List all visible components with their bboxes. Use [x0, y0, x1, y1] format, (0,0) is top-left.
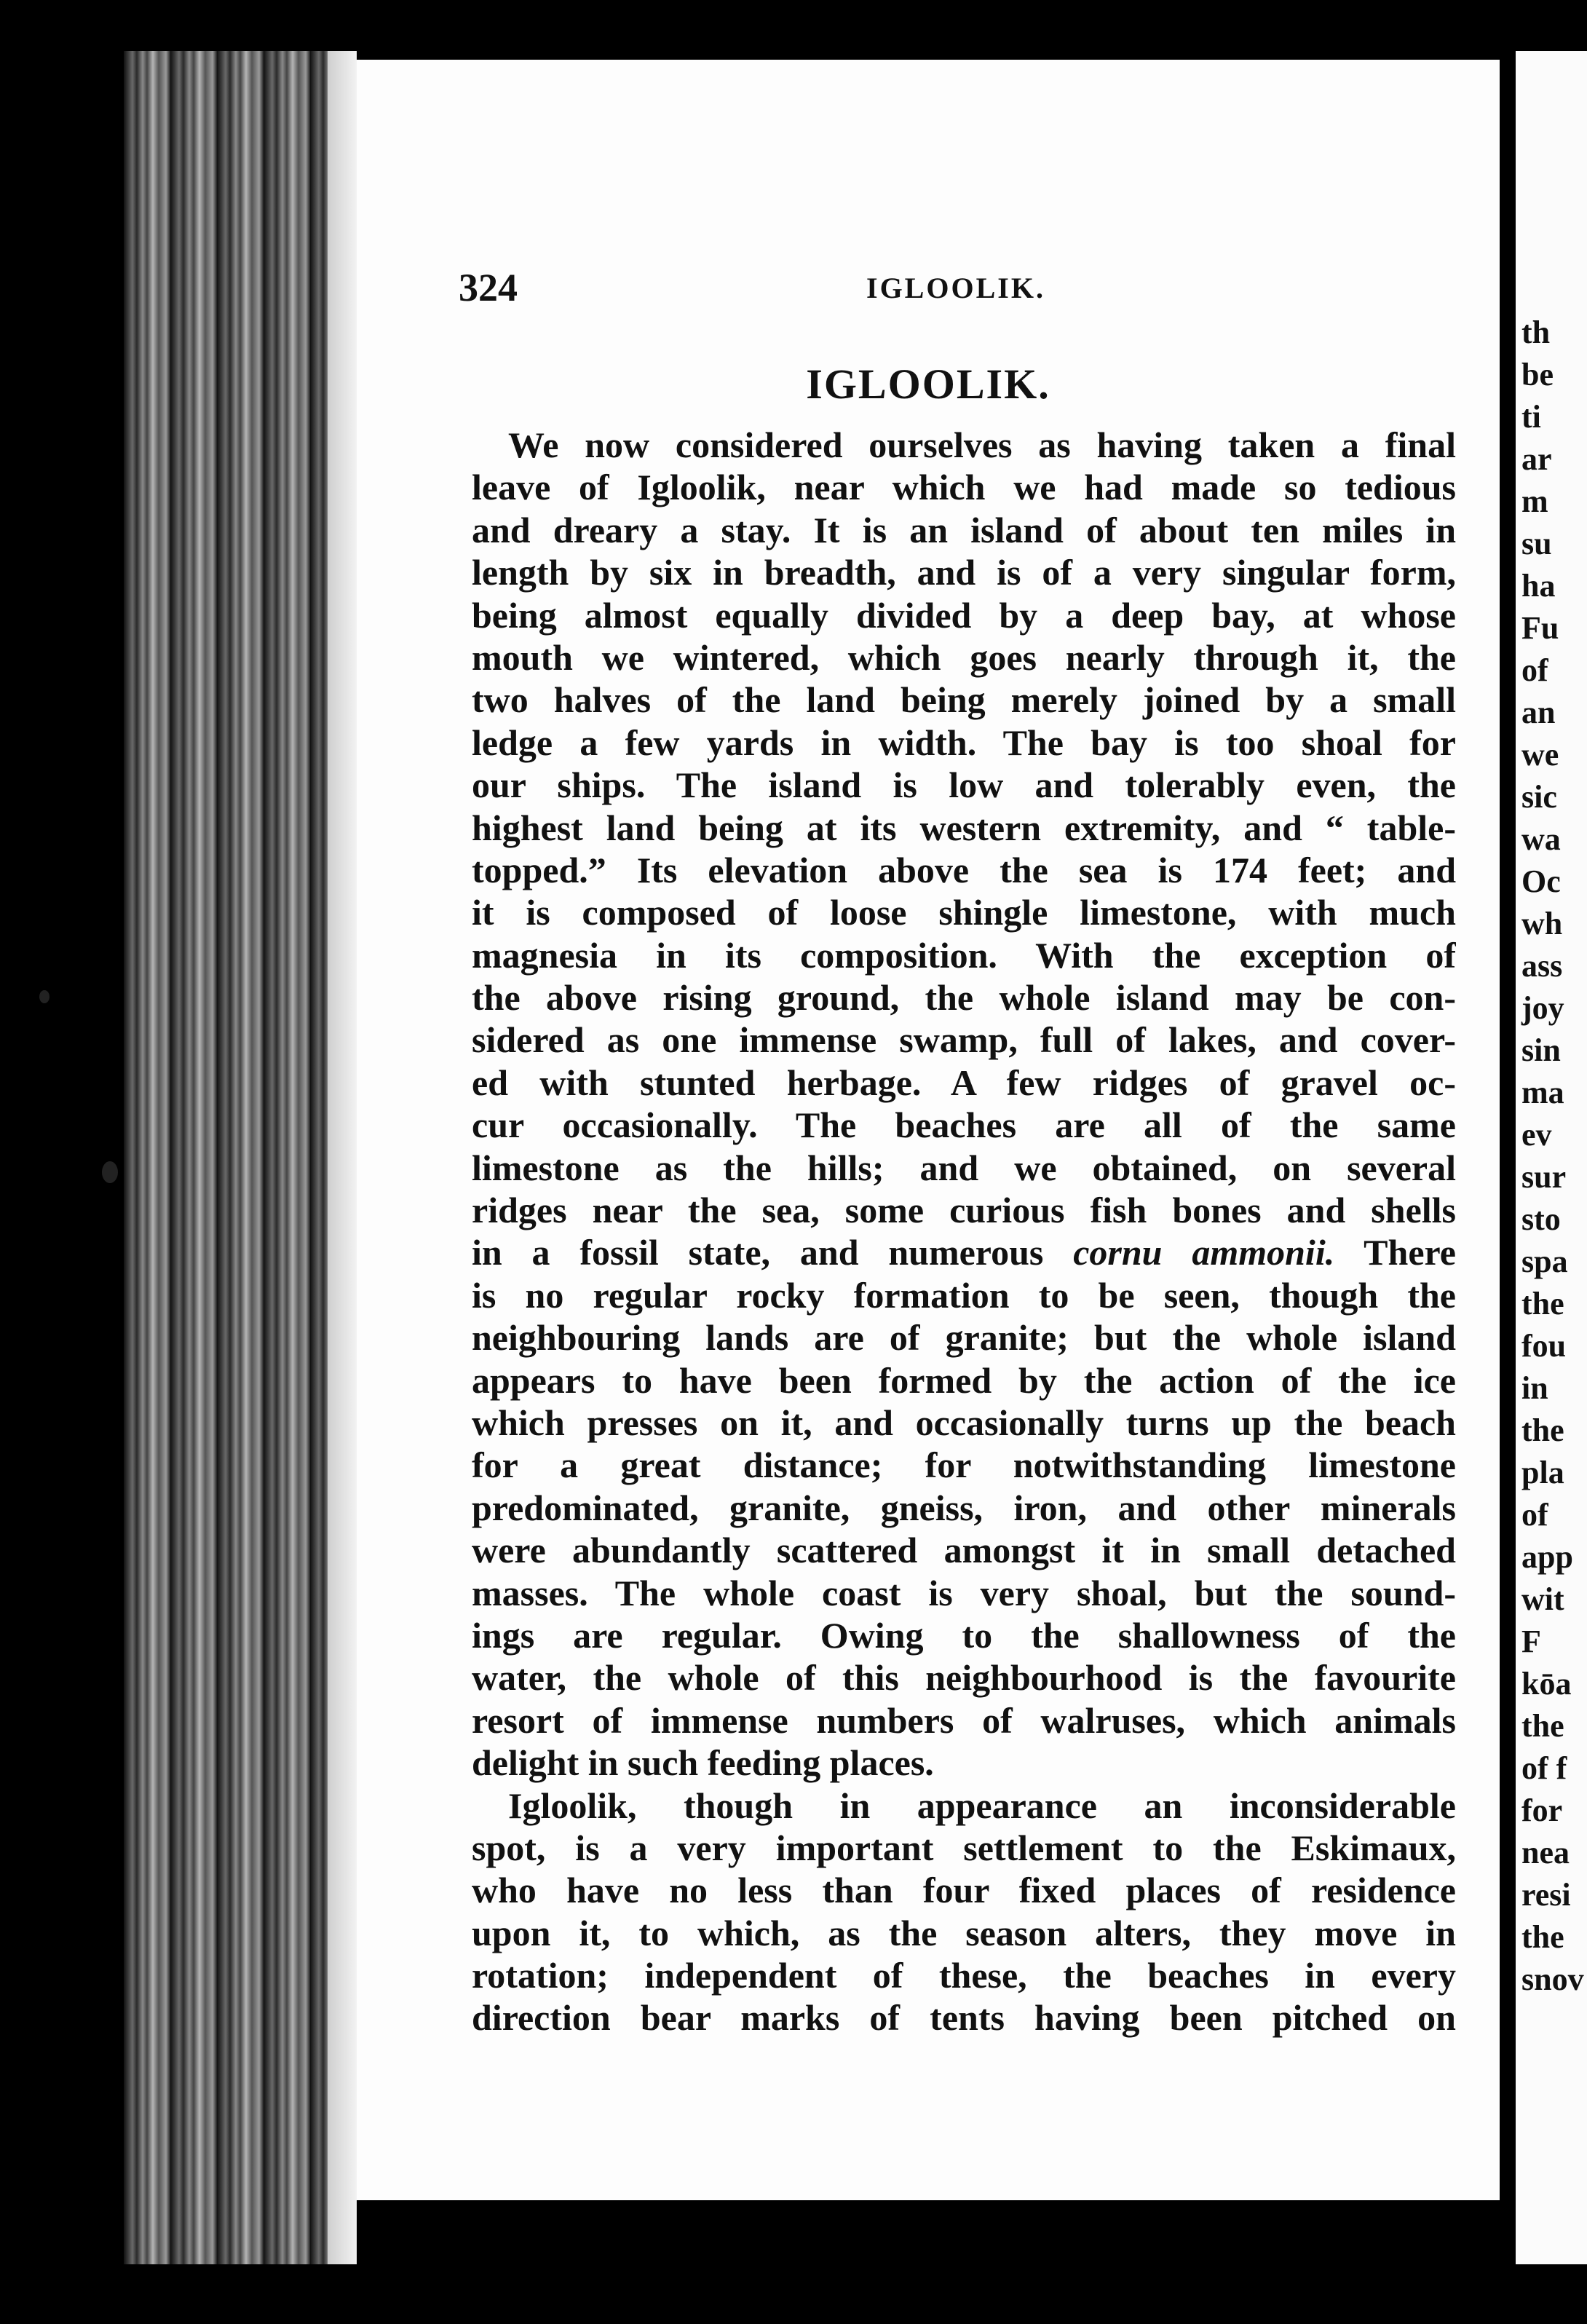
text-line: spot, is a very important settlement to the Eskimaux, [472, 1827, 1456, 1868]
next-page-fragment: sur [1521, 1159, 1567, 1195]
text-line: ridges near the sea, some curious fish bones and shells [472, 1190, 1456, 1231]
next-page-fragment: of [1521, 1497, 1548, 1533]
next-page-fragment: ti [1521, 399, 1541, 435]
text-line: length by six in breadth, and is of a very singular form, [472, 552, 1456, 593]
next-page-fragment: pla [1521, 1455, 1564, 1490]
text-line: leave of Igloolik, near which we had made so tedious [472, 467, 1456, 508]
next-page-fragment: nea [1521, 1835, 1570, 1870]
book-page-edges [124, 51, 357, 2264]
next-page-fragment: wh [1521, 906, 1563, 941]
text-line: cur occasionally. The beaches are all of the same [472, 1104, 1456, 1146]
text-line: which presses on it, and occasionally turns up the beach [472, 1402, 1456, 1443]
text-line: ed with stunted herbage. A few ridges of gravel oc- [472, 1062, 1456, 1103]
scan-speck [102, 1161, 118, 1183]
text-line: predominated, granite, gneiss, iron, and other minerals [472, 1487, 1456, 1528]
next-page-fragment: wa [1521, 821, 1561, 857]
next-page-fragment: ar [1521, 441, 1552, 477]
next-page-fragment: Fu [1521, 610, 1559, 646]
next-page-fragment: ma [1521, 1075, 1564, 1110]
text-line: direction bear marks of tents having been pitched on [472, 1997, 1456, 2039]
next-page-fragment: the [1521, 1708, 1564, 1744]
text-line: ledge a few yards in width. The bay is too shoal for [472, 722, 1456, 763]
next-page-fragment: the [1521, 1412, 1564, 1448]
text-line: is no regular rocky formation to be seen, though the [472, 1274, 1456, 1316]
text-line: were abundantly scattered amongst it in small detached [472, 1530, 1456, 1571]
next-page-fragment: sic [1521, 779, 1557, 815]
next-page-fragment: sto [1521, 1201, 1561, 1237]
chapter-title: IGLOOLIK. [806, 360, 1050, 408]
next-page-fragment: an [1521, 695, 1556, 730]
text-line: who have no less than four fixed places of residence [472, 1870, 1456, 1911]
text-line: limestone as the hills; and we obtained, on several [472, 1147, 1456, 1188]
next-page-fragment: the [1521, 1286, 1564, 1321]
next-page-fragment: kōa [1521, 1666, 1572, 1702]
next-page-fragment: joy [1521, 990, 1564, 1026]
text-line: We now considered ourselves as having taken a final [508, 424, 1456, 465]
next-page-fragment: be [1521, 357, 1554, 392]
next-page-fragment: ha [1521, 568, 1556, 604]
next-page-fragment: spa [1521, 1244, 1568, 1279]
text-line: neighbouring lands are of granite; but the whole island [472, 1317, 1456, 1359]
text-line: upon it, to which, as the season alters, they move in [472, 1912, 1456, 1953]
text-line: our ships. The island is low and tolerably even, the [472, 764, 1456, 806]
text-line: highest land being at its western extremity, and “ table- [472, 807, 1456, 848]
text-line-with-italic [472, 1231, 1456, 1273]
next-page-fragment: of [1521, 652, 1548, 688]
text-segment: There [1364, 1232, 1456, 1273]
next-page-fragment: for [1521, 1793, 1563, 1828]
text-segment: in a fossil state, and numerous [472, 1232, 1044, 1273]
text-line: appears to have been formed by the action of the ice [472, 1359, 1456, 1401]
text-line: water, the whole of this neighbourhood is the favourite [472, 1657, 1456, 1699]
next-page-fragment: sin [1521, 1032, 1561, 1068]
next-page-fragment: fou [1521, 1328, 1567, 1364]
next-page-edge [1516, 51, 1587, 2264]
running-title: IGLOOLIK. [866, 272, 1045, 304]
running-header [357, 265, 1500, 309]
page-number: 324 [459, 266, 518, 309]
next-page-fragment: th [1521, 315, 1551, 350]
next-page-fragment: F [1521, 1624, 1541, 1659]
text-line: and dreary a stay. It is an island of about ten miles in [472, 509, 1456, 550]
next-page-fragment: resi [1521, 1877, 1571, 1913]
next-page-fragment: of f [1521, 1750, 1567, 1786]
text-line: rotation; independent of these, the beaches in every [472, 1955, 1456, 1996]
text-line: the above rising ground, the whole island may be con- [472, 977, 1456, 1019]
next-page-fragment: Oc [1521, 863, 1561, 899]
next-page-fragment: we [1521, 737, 1559, 772]
scan-speck [39, 990, 50, 1003]
text-line: ings are regular. Owing to the shallowness of the [472, 1614, 1456, 1656]
next-page-fragment: su [1521, 526, 1552, 561]
next-page-fragment: snov [1521, 1961, 1584, 1997]
text-line: resort of immense numbers of walruses, which animals [472, 1699, 1456, 1741]
text-line: topped.” Its elevation above the sea is 174 feet; and [472, 849, 1456, 890]
book-page [357, 60, 1500, 2200]
text-line: two halves of the land being merely joined by a small [472, 679, 1456, 721]
next-page-fragment: ass [1521, 948, 1563, 984]
text-line: masses. The whole coast is very shoal, but the sound- [472, 1572, 1456, 1613]
next-page-fragment: in [1521, 1370, 1548, 1406]
next-page-fragment: ev [1521, 1117, 1552, 1153]
next-page-fragment: m [1521, 483, 1548, 519]
next-page-fragment: the [1521, 1919, 1564, 1955]
text-line: Igloolik, though in appearance an inconsiderable [508, 1784, 1456, 1826]
text-line: for a great distance; for notwithstanding limestone [472, 1444, 1456, 1486]
text-line: delight in such feeding places. [472, 1742, 934, 1784]
next-page-fragment: wit [1521, 1581, 1564, 1617]
next-page-fragment: app [1521, 1539, 1573, 1575]
text-line: magnesia in its composition. With the exception of [472, 934, 1456, 976]
italic-phrase: cornu ammonii. [1073, 1232, 1335, 1273]
page-gutter [1500, 51, 1516, 2264]
text-line: sidered as one immense swamp, full of lakes, and cover- [472, 1019, 1456, 1061]
text-line: it is composed of loose shingle limestone, with much [472, 892, 1456, 933]
text-line: being almost equally divided by a deep bay, at whose [472, 594, 1456, 636]
text-line: mouth we wintered, which goes nearly through it, the [472, 636, 1456, 678]
body-text [472, 424, 1456, 2039]
